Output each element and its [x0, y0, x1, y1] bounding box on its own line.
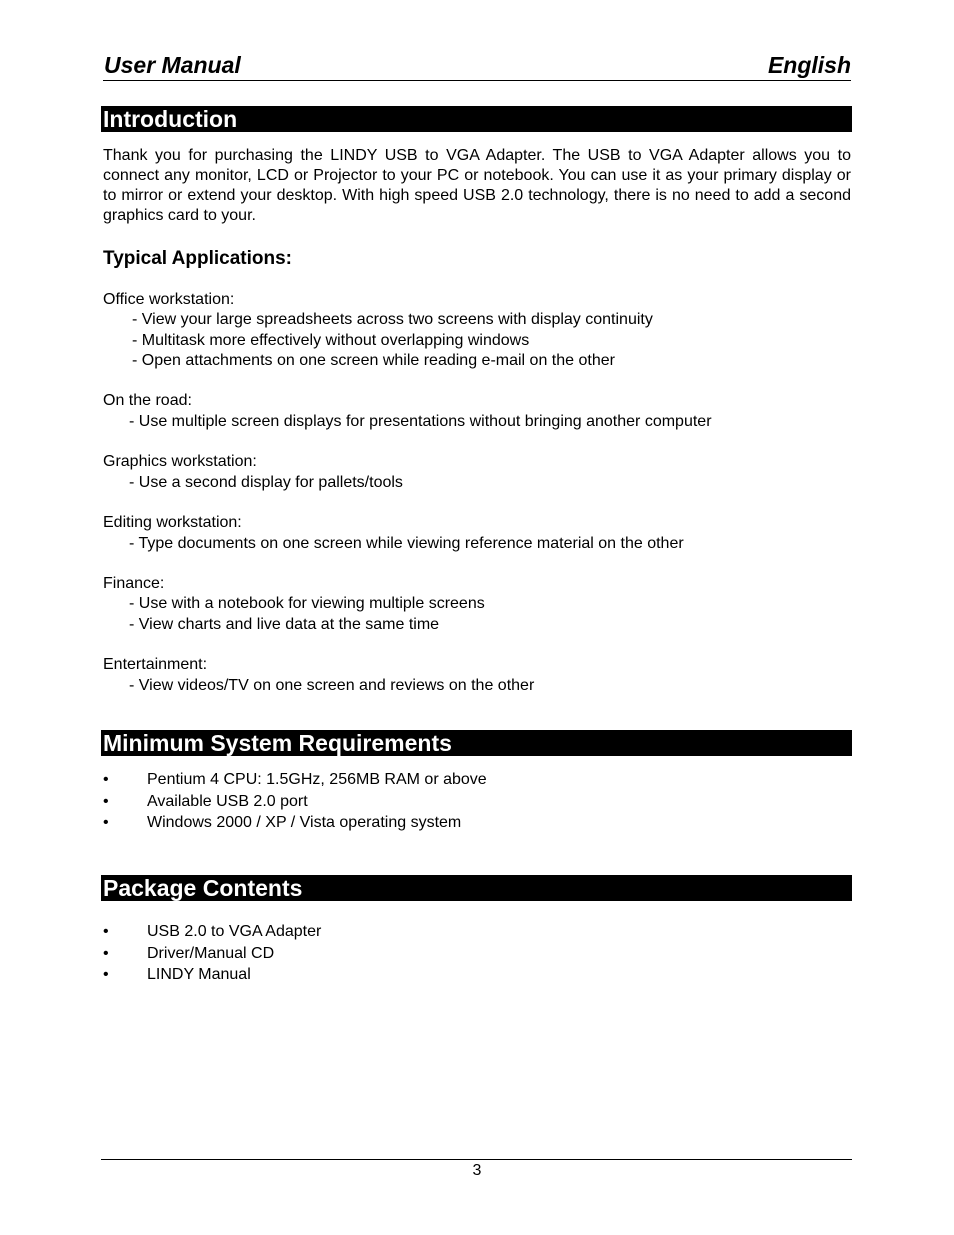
section-heading-requirements: Minimum System Requirements — [101, 730, 852, 756]
header-language: English — [767, 52, 851, 78]
section-heading-package: Package Contents — [101, 875, 852, 901]
introduction-paragraph: Thank you for purchasing the LINDY USB to VGA Adapter. The USB to VGA Adapter allows you to connect any monitor, LCD or Projector to your PC or notebook. You can use it as your primary display or to mirror or extend your desktop. With high speed USB 2.0 technology, there is no need to add a second graphics card to your. — [103, 147, 851, 224]
page-header — [103, 50, 851, 81]
footer-divider — [101, 1159, 852, 1160]
list-item-text: Driver/Manual CD — [147, 944, 275, 962]
list-item — [103, 769, 851, 791]
bullet-icon: • — [103, 966, 109, 983]
list-item — [103, 791, 851, 813]
requirements-list — [103, 769, 851, 834]
application-group — [103, 574, 851, 635]
application-item: - Open attachments on one screen while reading e-mail on the other — [132, 351, 615, 369]
application-group-title: Office workstation: — [103, 291, 235, 308]
section-heading-introduction: Introduction — [101, 106, 852, 132]
list-item-text: Windows 2000 / XP / Vista operating system — [147, 814, 462, 831]
application-item: - Use with a notebook for viewing multiple screens — [129, 595, 485, 613]
bullet-icon: • — [103, 814, 109, 831]
list-item-text: Available USB 2.0 port — [147, 792, 308, 810]
list-item-text: USB 2.0 to VGA Adapter — [147, 923, 322, 940]
list-item — [103, 812, 851, 834]
application-group — [103, 391, 851, 432]
package-contents-list — [103, 921, 851, 986]
application-item: - Use a second display for pallets/tools — [129, 473, 403, 491]
application-group-title: Graphics workstation: — [103, 453, 257, 471]
bullet-icon: • — [103, 792, 109, 810]
list-item-text: LINDY Manual — [147, 966, 251, 983]
application-group-title: Finance: — [103, 575, 165, 593]
application-item: - Multitask more effectively without overlapping windows — [132, 331, 530, 349]
bullet-icon: • — [103, 923, 109, 940]
application-group-title: On the road: — [103, 392, 192, 410]
application-group — [103, 452, 851, 493]
application-item: - View videos/TV on one screen and reviews on the other — [129, 676, 535, 694]
application-group — [103, 655, 851, 696]
list-item — [103, 964, 851, 986]
bullet-icon: • — [103, 771, 109, 788]
list-item — [103, 943, 851, 965]
bullet-icon: • — [103, 944, 109, 962]
application-item: - View your large spreadsheets across two screens with display continuity — [132, 311, 653, 329]
application-item: - Use multiple screen displays for presentations without bringing another computer — [129, 412, 712, 430]
application-item: - View charts and live data at the same time — [129, 615, 440, 633]
application-group — [103, 513, 851, 554]
application-item: - Type documents on one screen while viewing reference material on the other — [129, 534, 684, 552]
typical-applications-heading: Typical Applications: — [103, 248, 292, 269]
application-group-title: Editing workstation: — [103, 514, 242, 532]
application-group — [103, 290, 851, 371]
list-item-text: Pentium 4 CPU: 1.5GHz, 256MB RAM or above — [147, 771, 487, 788]
page-number: 3 — [472, 1162, 482, 1179]
header-title: User Manual — [104, 52, 241, 78]
applications-list — [103, 290, 851, 716]
list-item — [103, 921, 851, 943]
application-group-title: Entertainment: — [103, 656, 208, 674]
